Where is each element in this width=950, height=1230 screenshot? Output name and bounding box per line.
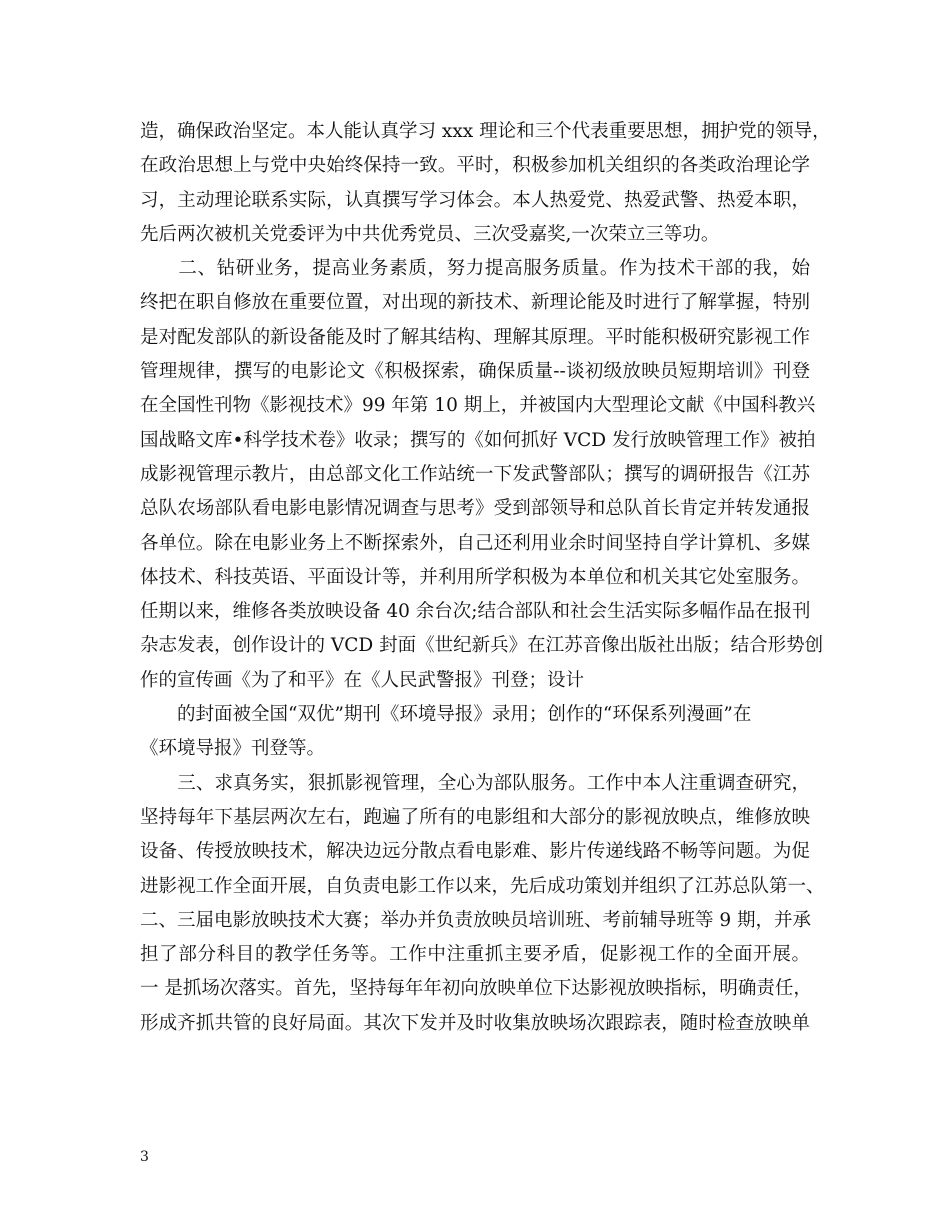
- text-line: 各单位。除在电影业务上不断探索外，自己还利用业余时间坚持自学计算机、多媒: [140, 532, 810, 554]
- text-line: 的封面被全国“双优”期刊《环境导报》录用；创作的“环保系列漫画”在: [140, 704, 752, 726]
- text-line: 设备、传授放映技术，解决边远分散点看电影难、影片传递线路不畅等问题。为促: [140, 841, 810, 863]
- text-line: 在全国性刊物《影视技术》99 年第 10 期上，并被国内大型理论文献《中国科教兴: [140, 395, 816, 417]
- text-line: 担了部分科目的教学任务等。工作中注重抓主要矛盾，促影视工作的全面开展。: [140, 944, 810, 966]
- text-line: 形成齐抓共管的良好局面。其次下发并及时收集放映场次跟踪表，随时检查放映单: [140, 1012, 810, 1034]
- text-line: 体技术、科技英语、平面设计等，并利用所学积极为本单位和机关其它处室服务。: [140, 566, 810, 588]
- text-line: 在政治思想上与党中央始终保持一致。平时，积极参加机关组织的各类政治理论学: [140, 155, 810, 177]
- text-line: 二、钻研业务，提高业务素质，努力提高服务质量。作为技术干部的我，始: [140, 258, 810, 280]
- text-line: 一 是抓场次落实。首先，坚持每年年初向放映单位下达影视放映指标，明确责任，: [140, 978, 812, 1000]
- text-line: 坚持每年下基层两次左右，跑遍了所有的电影组和大部分的影视放映点，维修放映: [140, 806, 810, 828]
- text-line: 成影视管理示教片，由总部文化工作站统一下发武警部队；撰写的调研报告《江苏: [140, 463, 810, 485]
- text-line: 国战略文库•科学技术卷》收录；撰写的《如何抓好 VCD 发行放映管理工作》被拍: [140, 429, 816, 451]
- text-line: 进影视工作全面开展，自负责电影工作以来，先后成功策划并组织了江苏总队第一、: [140, 875, 825, 897]
- body-text: [140, 115, 831, 1041]
- text-line: 作的宣传画《为了和平》在《人民武警报》刊登；设计: [140, 669, 585, 691]
- text-line: 三、求真务实，狠抓影视管理，全心为部队服务。工作中本人注重调查研究，: [140, 772, 810, 794]
- text-line: 习，主动理论联系实际，认真撰写学习体会。本人热爱党、热爱武警、热爱本职，: [140, 189, 810, 211]
- text-line: 管理规律，撰写的电影论文《积极探索，确保质量--谈初级放映员短期培训》刊登: [140, 361, 810, 383]
- text-line: 二、三届电影放映技术大赛；举办并负责放映员培训班、考前辅导班等 9 期，并承: [140, 909, 812, 931]
- text-line: 总队农场部队看电影电影情况调查与思考》受到部领导和总队首长肯定并转发通报: [140, 498, 810, 520]
- text-line: 终把在职自修放在重要位置，对出现的新技术、新理论能及时进行了解掌握，特别: [140, 292, 810, 314]
- text-line: 是对配发部队的新设备能及时了解其结构、理解其原理。平时能积极研究影视工作: [140, 326, 810, 348]
- text-line: 造，确保政治坚定。本人能认真学习 xxx 理论和三个代表重要思想，拥护党的领导，: [140, 121, 831, 142]
- text-line: 先后两次被机关党委评为中共优秀党员、三次受嘉奖,一次荣立三等功。: [140, 223, 720, 245]
- page-number: 3: [140, 1149, 149, 1165]
- text-line: 杂志发表，创作设计的 VCD 封面《世纪新兵》在江苏音像出版社出版；结合形势创: [140, 635, 824, 657]
- text-line: 《环境导报》刊登等。: [140, 738, 326, 760]
- text-line: 任期以来，维修各类放映设备 40 余台次;结合部队和社会生活实际多幅作品在报刊: [140, 601, 811, 623]
